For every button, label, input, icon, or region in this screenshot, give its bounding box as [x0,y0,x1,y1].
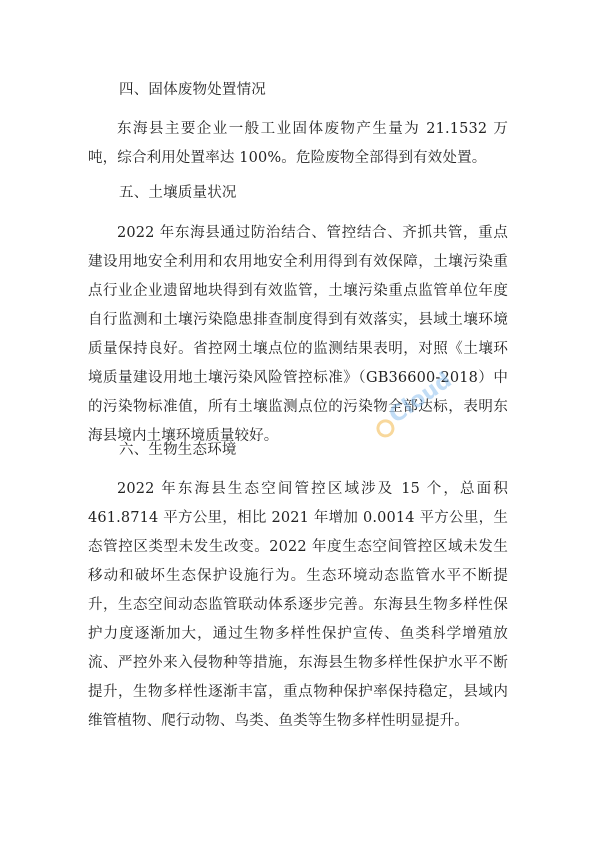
section-paragraph-solid-waste: 东海县主要企业一般工业固体废物产生量为 21.1532 万吨，综合利用处置率达 100%。危险废物全部得到有效处置。 [88,121,508,166]
section-paragraph-soil-quality: 2022 年东海县通过防治结合、管控结合、齐抓共管，重点建设用地安全利用和农用地安全利用得到有效保障，土壤污染重点行业企业遗留地块得到有效监管，土壤污染重点监管单位年度自行监测和土壤污染隐患排查制度得到有效落实，县域土壤环境质量保持良好。省控网土壤点位的监测结果表明，对照《土壤环境质量建设用地土壤污染风险管控标准》（GB36600-2018）中的污染物标准值，所有土壤监测点位的污染物全部达标，表明东海县境内土壤环境质量较好。 [88,225,508,444]
section-heading-solid-waste: 四、固体废物处置情况 [119,82,266,98]
section-heading-ecology: 六、生物生态环境 [119,442,237,458]
section-paragraph-ecology: 2022 年东海县生态空间管控区域涉及 15 个，总面积 461.8714 平方公里，相比 2021 年增加 0.0014 平方公里，生态管控区类型未发生改变。2022 年度生态空间管控区域未发生移动和破坏生态保护设施行为。生态环境动态监管水平不断提升，生态空间动态监管联动体系逐步完善。东海县生物多样性保护力度逐渐加大，通过生物多样性保护宣传、鱼类科学增殖放流、严控外来入侵物种等措施，东海县生物多样性保护水平不断提升，生物多样性逐渐丰富，重点物种保护率保持稳定，县域内维管植物、爬行动物、鸟类、鱼类等生物多样性明显提升。 [88,481,508,729]
watermark-text: Cloud [384,367,457,429]
section-heading-soil-quality: 五、土壤质量状况 [119,185,237,201]
